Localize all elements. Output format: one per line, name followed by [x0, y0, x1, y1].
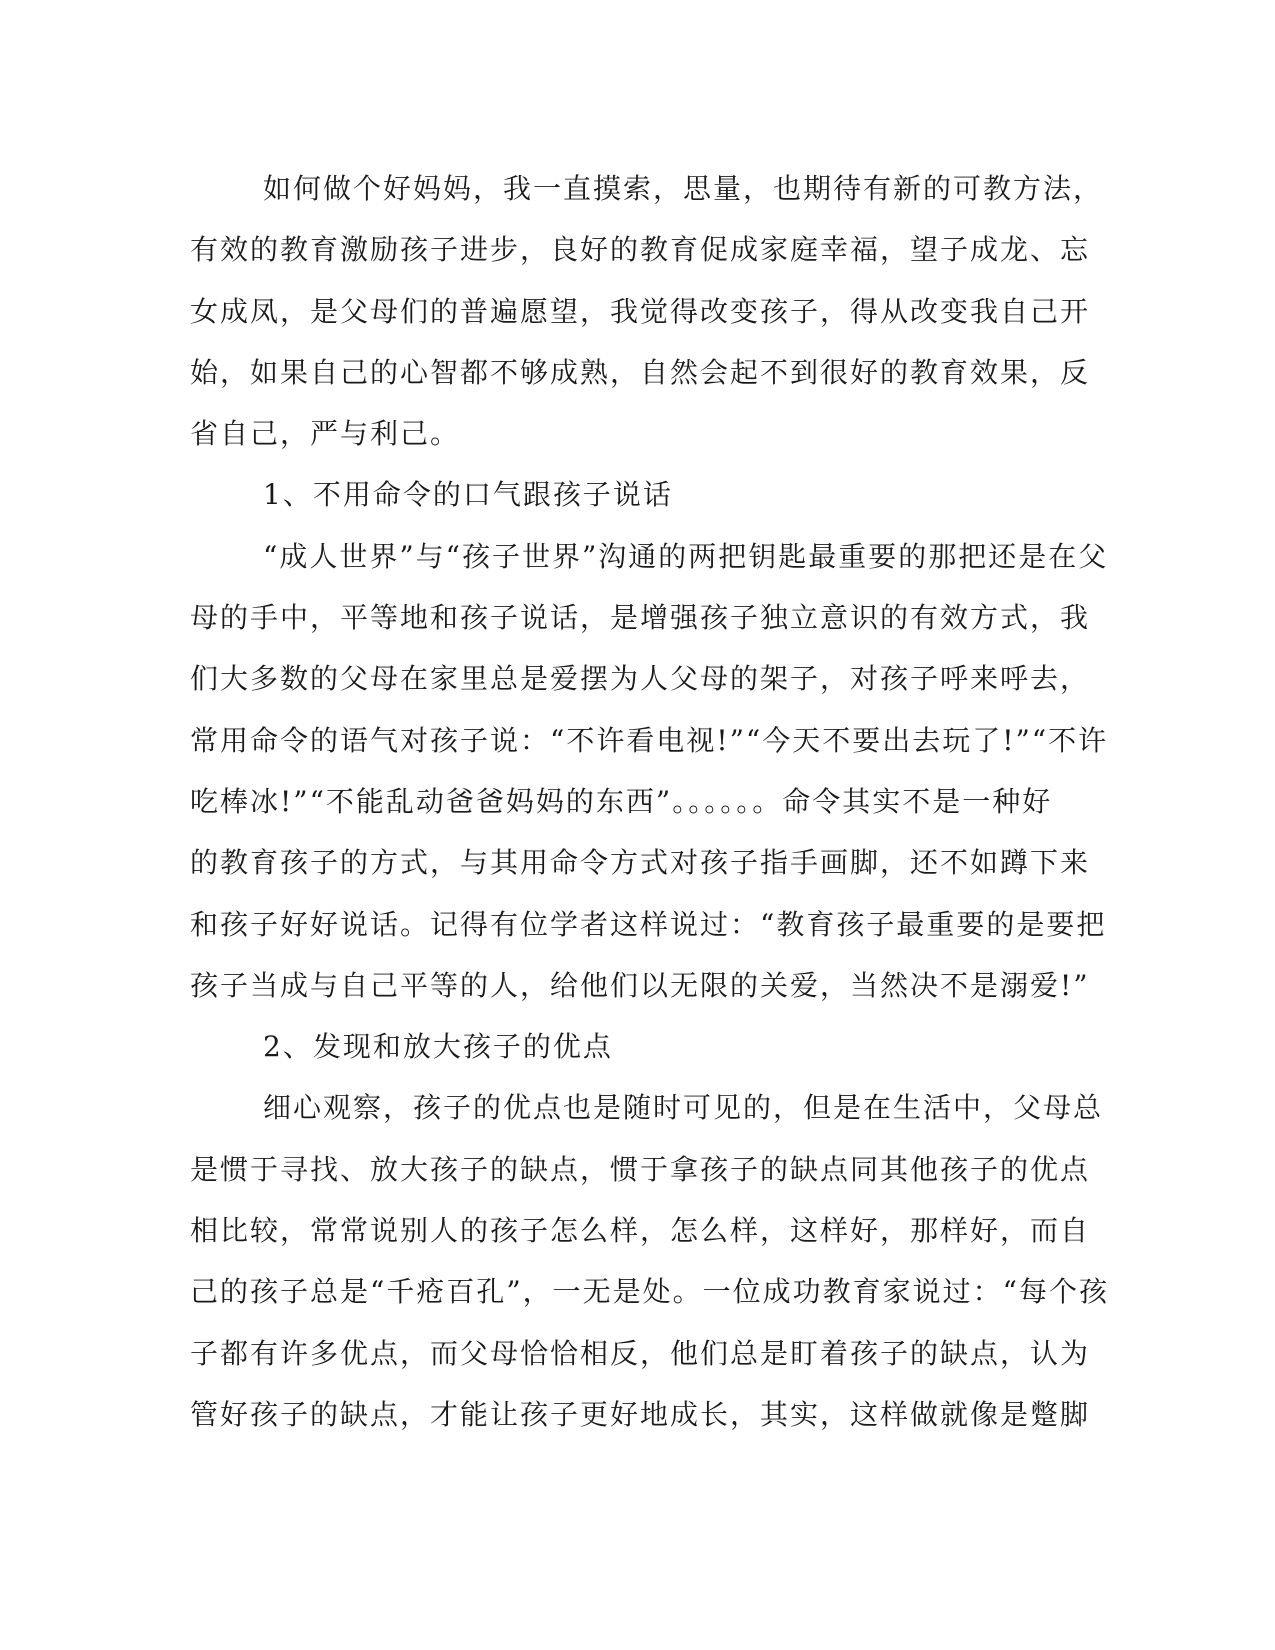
- paragraph-1-line-3: 们大多数的父母在家里总是爱摆为人父母的架子，对孩子呼来呼去，: [190, 662, 1091, 696]
- paragraph-intro-line-1: 如何做个好妈妈，我一直摸索，思量，也期待有新的可教方法，: [263, 172, 1104, 205]
- paragraph-1-line-8: 孩子当成与自己平等的人，给他们以无限的关爱，当然决不是溺爱!”: [190, 968, 1090, 1002]
- document-body: [190, 158, 1109, 1445]
- paragraph-1-line-1: “成人世界”与“孩子世界”沟通的两把钥匙最重要的那把还是在父: [263, 539, 1109, 573]
- paragraph-1-line-6: 的教育孩子的方式，与其用命令方式对孩子指手画脚，还不如蹲下来: [190, 846, 1091, 880]
- paragraph-2-line-1: 细心观察，孩子的优点也是随时可见的，但是在生活中，父母总: [263, 1091, 1104, 1125]
- paragraph-2-line-5: 子都有许多优点，而父母恰恰相反，他们总是盯着孩子的缺点，认为: [190, 1336, 1091, 1370]
- section-heading-1: 1、不用命令的口气跟孩子说话: [263, 478, 673, 512]
- paragraph-intro-line-4: 始，如果自己的心智都不够成熟，自然会起不到很好的教育效果，反: [190, 355, 1091, 389]
- paragraph-1-line-2: 母的手中，平等地和孩子说话，是增强孩子独立意识的有效方式，我: [190, 601, 1091, 635]
- paragraph-intro-line-3: 女成凤，是父母们的普遍愿望，我觉得改变孩子，得从改变我自己开: [190, 294, 1091, 328]
- paragraph-1-line-4: 常用命令的语气对孩子说：“不许看电视!”“今天不要出去玩了!”“不许: [190, 723, 1109, 757]
- paragraph-intro-line-2: 有效的教育激励孩子进步，良好的教育促成家庭幸福，望子成龙、忘: [190, 233, 1091, 267]
- paragraph-2-line-2: 是惯于寻找、放大孩子的缺点，惯于拿孩子的缺点同其他孩子的优点: [190, 1152, 1091, 1186]
- paragraph-1-line-7: 和孩子好好说话。记得有位学者这样说过：“教育孩子最重要的是要把: [190, 907, 1107, 941]
- paragraph-2-line-4: 己的孩子总是“千疮百孔”，一无是处。一位成功教育家说过：“每个孩: [190, 1275, 1109, 1309]
- paragraph-intro-line-5: 省自己，严与利己。: [190, 417, 461, 451]
- section-heading-2: 2、发现和放大孩子的优点: [263, 1030, 613, 1064]
- paragraph-2-line-6: 管好孩子的缺点，才能让孩子更好地成长，其实，这样做就像是蹩脚: [190, 1397, 1091, 1431]
- paragraph-2-line-3: 相比较，常常说别人的孩子怎么样，怎么样，这样好，那样好，而自: [190, 1214, 1091, 1248]
- paragraph-1-line-5: 吃棒冰!”“不能乱动爸爸妈妈的东西”。。。。。。命令其实不是一种好: [190, 784, 1053, 818]
